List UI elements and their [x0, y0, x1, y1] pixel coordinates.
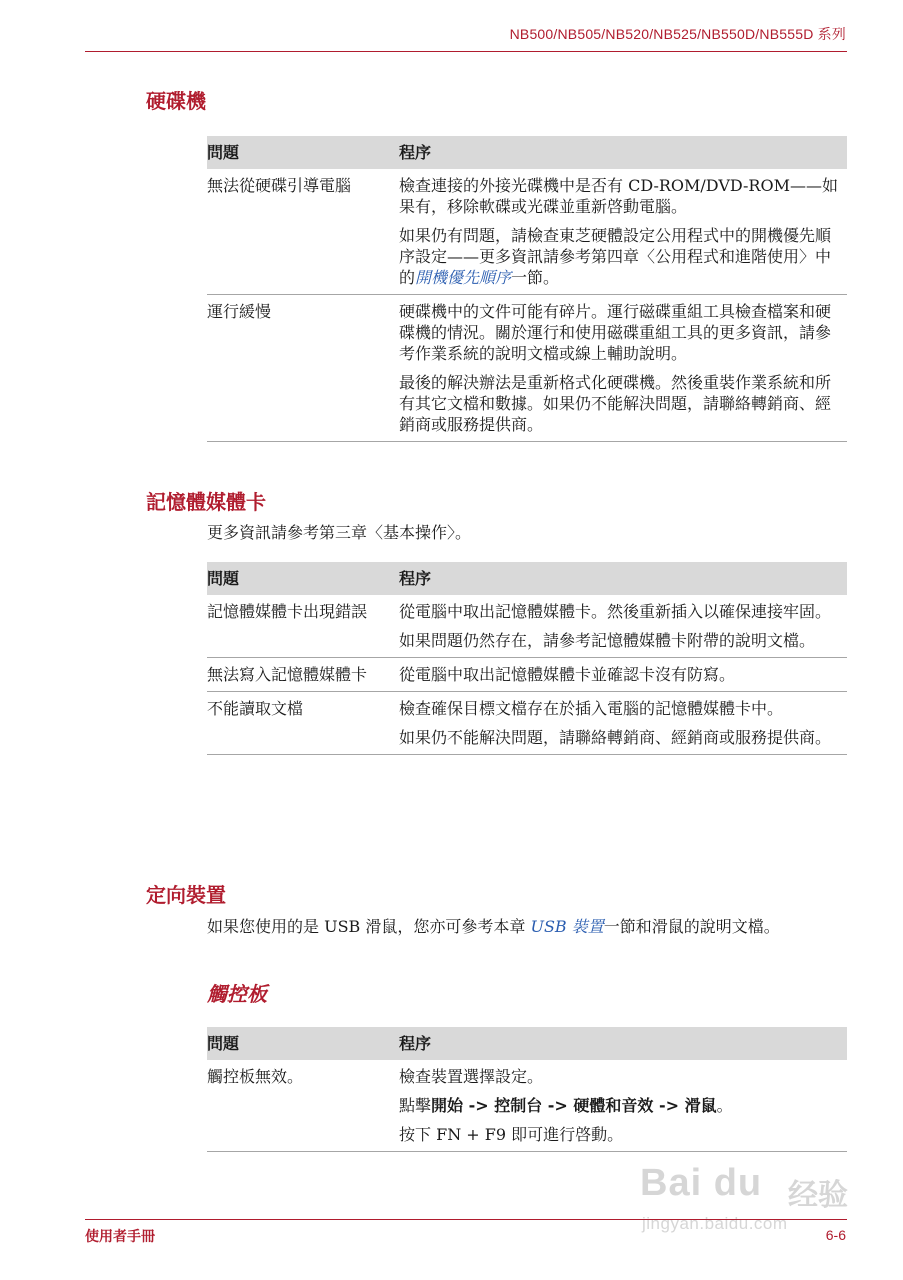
procedure-cell — [399, 692, 847, 755]
procedure-text: 從電腦中取出記憶體媒體卡。然後重新插入以確保連接牢固。 — [399, 602, 832, 621]
subsection-title-touchpad: 觸控板 — [207, 982, 267, 1006]
procedure-text: 如果仍有問題，請檢查東芝硬體設定公用程式中的開機優先順序設定——更多資訊請參考第四章〈公用程式和進階使用〉中的開機優先順序一節。 — [399, 226, 832, 287]
baidu-logo: Bai du — [640, 1162, 763, 1204]
footer-manual-label: 使用者手冊 — [85, 1229, 155, 1245]
col-header-problem: 問題 — [207, 136, 399, 169]
problem-cell: 觸控板無效。 — [207, 1060, 399, 1152]
procedure-cell — [399, 595, 847, 658]
procedure-text: 檢查連接的外接光碟機中是否有 CD-ROM/DVD-ROM——如果有，移除軟碟或光碟並重新啓動電腦。 — [399, 176, 838, 216]
watermark-cn-text: 经验 — [788, 1179, 848, 1212]
control-panel-path: 開始 -> 控制台 -> 硬體和音效 -> 滑鼠 — [431, 1096, 717, 1115]
memcard-table — [207, 562, 847, 755]
hdd-table — [207, 136, 847, 442]
page-number: 6-6 — [825, 1227, 846, 1243]
procedure-cell — [399, 1060, 847, 1152]
table-row — [207, 1060, 847, 1152]
section-title-hdd: 硬碟機 — [146, 89, 206, 113]
section-title-pointing: 定向裝置 — [146, 883, 226, 907]
header-rule — [85, 51, 847, 52]
table-header-row — [207, 562, 847, 595]
procedure-text: 按下 FN + F9 即可進行啓動。 — [399, 1125, 624, 1144]
problem-cell: 無法寫入記憶體媒體卡 — [207, 658, 399, 692]
problem-cell: 無法從硬碟引導電腦 — [207, 169, 399, 295]
boot-priority-link[interactable]: 開機優先順序 — [415, 268, 512, 287]
problem-cell: 運行緩慢 — [207, 295, 399, 442]
procedure-text: 如果仍不能解決問題，請聯絡轉銷商、經銷商或服務提供商。 — [399, 728, 832, 747]
procedure-cell — [399, 295, 847, 442]
pointing-intro: 如果您使用的是 USB 滑鼠，您亦可參考本章 USB 裝置一節和滑鼠的說明文檔。 — [207, 917, 780, 936]
table-row — [207, 169, 847, 295]
col-header-problem: 問題 — [207, 562, 399, 595]
procedure-cell — [399, 169, 847, 295]
procedure-text: 最後的解決辦法是重新格式化硬碟機。然後重裝作業系統和所有其它文檔和數據。如果仍不能解決問題，請聯絡轉銷商、經銷商或服務提供商。 — [399, 373, 832, 434]
procedure-text: 檢查確保目標文檔存在於插入電腦的記憶體媒體卡中。 — [399, 699, 784, 718]
table-header-row — [207, 1027, 847, 1060]
procedure-text: 硬碟機中的文件可能有碎片。運行磁碟重組工具檢查檔案和硬碟機的情況。關於運行和使用磁碟重組工具的更多資訊，請參考作業系統的說明文檔或線上輔助說明。 — [399, 302, 832, 363]
table-header-row — [207, 136, 847, 169]
col-header-procedure: 程序 — [399, 136, 847, 169]
procedure-text: 如果問題仍然存在，請參考記憶體媒體卡附帶的說明文檔。 — [399, 631, 816, 650]
table-row — [207, 295, 847, 442]
touchpad-table — [207, 1027, 847, 1152]
section-title-memcard: 記憶體媒體卡 — [146, 490, 266, 514]
col-header-problem: 問題 — [207, 1027, 399, 1060]
problem-cell: 記憶體媒體卡出現錯誤 — [207, 595, 399, 658]
procedure-text: 檢查裝置選擇設定。 — [399, 1067, 544, 1086]
col-header-procedure: 程序 — [399, 1027, 847, 1060]
usb-device-link[interactable]: USB 裝置 — [530, 917, 604, 936]
procedure-cell — [399, 658, 847, 692]
watermark-url: jingyan.baidu.com — [642, 1214, 788, 1233]
problem-cell: 不能讀取文檔 — [207, 692, 399, 755]
procedure-text: 從電腦中取出記憶體媒體卡並確認卡沒有防寫。 — [399, 665, 736, 684]
col-header-procedure: 程序 — [399, 562, 847, 595]
table-row — [207, 658, 847, 692]
table-row — [207, 595, 847, 658]
footer-rule — [85, 1219, 847, 1220]
running-header: NB500/NB505/NB520/NB525/NB550D/NB555D 系列 — [509, 26, 846, 42]
table-row — [207, 692, 847, 755]
procedure-text: 點擊開始 -> 控制台 -> 硬體和音效 -> 滑鼠。 — [399, 1096, 733, 1115]
memcard-intro: 更多資訊請參考第三章〈基本操作〉。 — [207, 523, 472, 542]
